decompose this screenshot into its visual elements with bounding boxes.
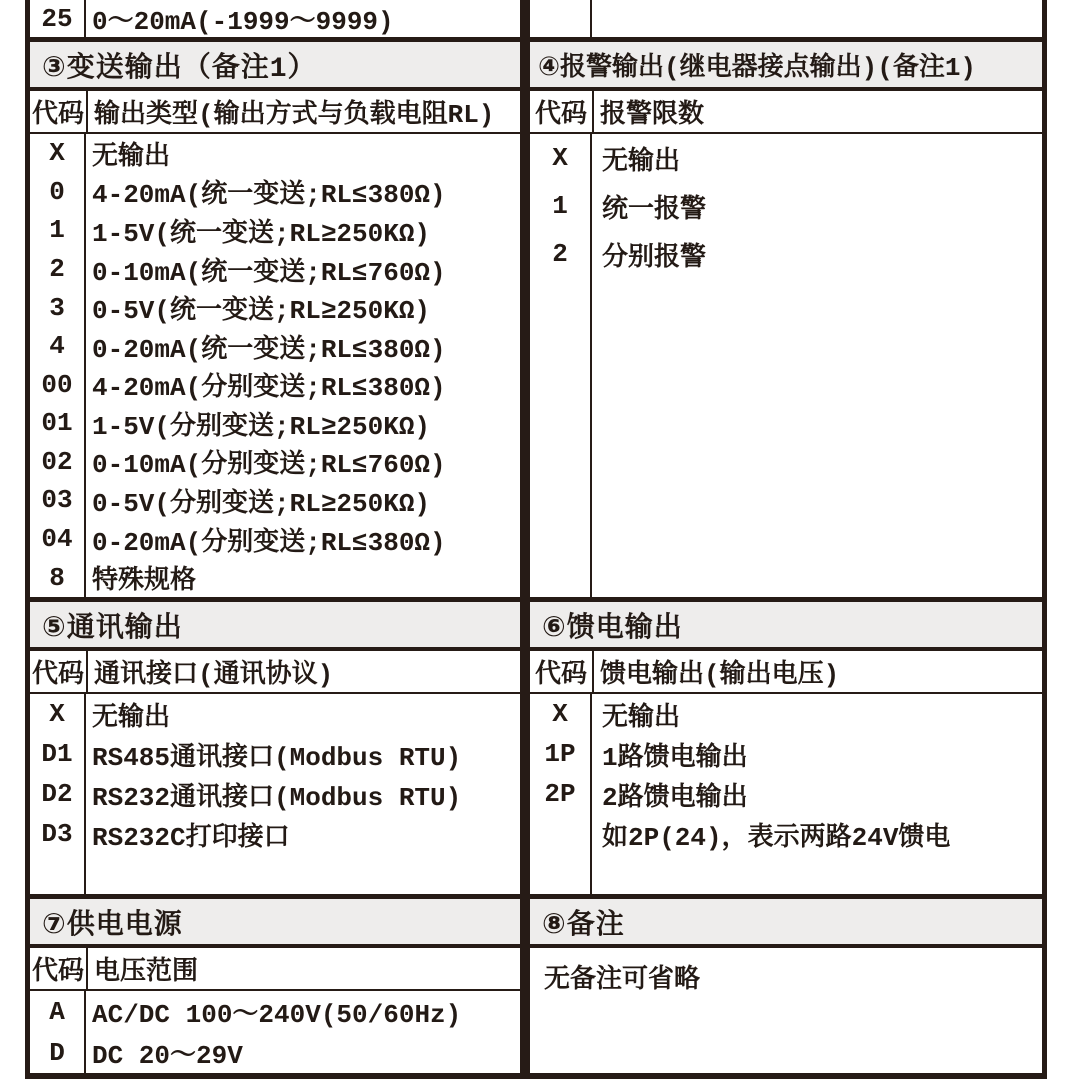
code-cell: X bbox=[552, 143, 568, 173]
code-cell: X bbox=[49, 138, 65, 169]
code-cell: 03 bbox=[41, 485, 73, 516]
section-title-comm-output bbox=[30, 597, 520, 651]
code-cell: 2 bbox=[552, 239, 568, 269]
section-title-remark bbox=[530, 894, 1042, 948]
remark-text: 无备注可省略 bbox=[544, 965, 701, 995]
code-cell: 2 bbox=[49, 254, 65, 285]
code-cell: 4 bbox=[49, 331, 65, 362]
desc-cell: 如2P(24)，表示两路24V馈电 bbox=[602, 822, 951, 853]
desc-cell: 分别报警 bbox=[602, 242, 707, 273]
code-col-header: 代码 bbox=[30, 651, 88, 692]
comm-output-rows bbox=[30, 694, 520, 894]
desc-cell: RS232C打印接口 bbox=[92, 822, 290, 853]
feed-output-rows bbox=[530, 694, 1042, 894]
code-cell: 04 bbox=[41, 524, 73, 555]
column-header-row bbox=[30, 91, 520, 134]
code-cell: D3 bbox=[41, 819, 73, 849]
section-title: ⑧备注 bbox=[542, 910, 625, 942]
desc-cell: DC 20～29V bbox=[92, 1041, 243, 1071]
desc-cell: 1-5V(分别变送;RL≥250KΩ) bbox=[92, 411, 431, 442]
code-cell: D2 bbox=[41, 779, 73, 809]
desc-cell: 1路馈电输出 bbox=[602, 742, 748, 773]
code-cell: 01 bbox=[41, 408, 73, 439]
code-cell: 1 bbox=[552, 191, 568, 221]
desc-cell: 1-5V(统一变送;RL≥250KΩ) bbox=[92, 218, 431, 249]
section-title-transmit-output bbox=[30, 37, 520, 91]
desc-cell bbox=[592, 0, 1042, 37]
code-cell bbox=[530, 814, 590, 854]
code-cell: 3 bbox=[49, 292, 65, 323]
section-title: ④报警输出(继电器接点输出)(备注1) bbox=[538, 53, 977, 83]
desc-cell: RS485通讯接口(Modbus RTU) bbox=[92, 742, 462, 773]
code-cell: D bbox=[49, 1037, 65, 1068]
code-cell: 8 bbox=[49, 562, 65, 593]
code-cell: 25 bbox=[41, 3, 73, 34]
desc-col-header: 报警限数 bbox=[600, 100, 705, 130]
desc-cell: RS232通讯接口(Modbus RTU) bbox=[92, 782, 462, 813]
right-table bbox=[525, 0, 1047, 1079]
desc-cell: 0-10mA(统一变送;RL≤760Ω) bbox=[92, 257, 446, 288]
desc-cell: 统一报警 bbox=[602, 194, 707, 225]
code-cell: 0 bbox=[49, 176, 65, 207]
desc-cell: 无输出 bbox=[602, 146, 681, 177]
code-cell: D1 bbox=[41, 739, 73, 769]
desc-cell: 0-20mA(分别变送;RL≤380Ω) bbox=[92, 527, 446, 558]
code-col-header: 代码 bbox=[530, 91, 594, 132]
column-header-row bbox=[30, 651, 520, 694]
code-cell: A bbox=[49, 996, 65, 1027]
desc-col-header: 电压范围 bbox=[94, 957, 199, 987]
tail-row bbox=[530, 0, 1042, 37]
section-title-feed-output bbox=[530, 597, 1042, 651]
code-cell: 1P bbox=[544, 739, 576, 769]
code-col-header: 代码 bbox=[30, 948, 88, 989]
code-cell: 1 bbox=[49, 215, 65, 246]
column-header-row bbox=[30, 948, 520, 991]
tail-row bbox=[30, 0, 520, 37]
section-title: ⑥馈电输出 bbox=[542, 613, 683, 645]
desc-cell: 0～20mA(-1999～9999) bbox=[92, 7, 394, 37]
section-title: ⑤通讯输出 bbox=[42, 613, 183, 645]
desc-cell: 0-5V(统一变送;RL≥250KΩ) bbox=[92, 296, 431, 327]
desc-cell: 特殊规格 bbox=[92, 566, 197, 597]
desc-cell: 无输出 bbox=[602, 702, 681, 733]
code-cell: 02 bbox=[41, 446, 73, 477]
column-header-row bbox=[530, 651, 1042, 694]
desc-cell: 4-20mA(统一变送;RL≤380Ω) bbox=[92, 180, 446, 211]
section-title: ⑦供电电源 bbox=[42, 910, 183, 942]
desc-col-header: 馈电输出(输出电压) bbox=[600, 660, 840, 690]
left-table bbox=[25, 0, 525, 1079]
code-cell bbox=[530, 0, 590, 37]
code-col-header: 代码 bbox=[530, 651, 594, 692]
desc-cell: AC/DC 100～240V(50/60Hz) bbox=[92, 1000, 462, 1030]
code-cell: X bbox=[49, 699, 65, 729]
desc-col-header: 通讯接口(通讯协议) bbox=[94, 660, 334, 690]
code-cell: 00 bbox=[41, 369, 73, 400]
desc-cell: 0-20mA(统一变送;RL≤380Ω) bbox=[92, 334, 446, 365]
alarm-output-rows bbox=[530, 134, 1042, 597]
code-cell: X bbox=[552, 699, 568, 729]
code-col-header: 代码 bbox=[30, 91, 88, 132]
desc-col-header: 输出类型(输出方式与负载电阻RL) bbox=[94, 100, 495, 130]
code-cell: 2P bbox=[544, 779, 576, 809]
section-title-alarm-output bbox=[530, 37, 1042, 91]
transmit-output-rows bbox=[30, 134, 520, 597]
desc-cell: 无输出 bbox=[92, 141, 171, 172]
column-header-row bbox=[530, 91, 1042, 134]
power-supply-rows bbox=[30, 991, 520, 1073]
section-title-power-supply bbox=[30, 894, 520, 948]
desc-cell: 无输出 bbox=[92, 702, 171, 733]
desc-cell: 4-20mA(分别变送;RL≤380Ω) bbox=[92, 373, 446, 404]
desc-cell: 0-5V(分别变送;RL≥250KΩ) bbox=[92, 488, 431, 519]
desc-cell: 2路馈电输出 bbox=[602, 782, 748, 813]
section-title: ③变送输出（备注1） bbox=[42, 53, 317, 85]
desc-cell: 0-10mA(分别变送;RL≤760Ω) bbox=[92, 450, 446, 481]
